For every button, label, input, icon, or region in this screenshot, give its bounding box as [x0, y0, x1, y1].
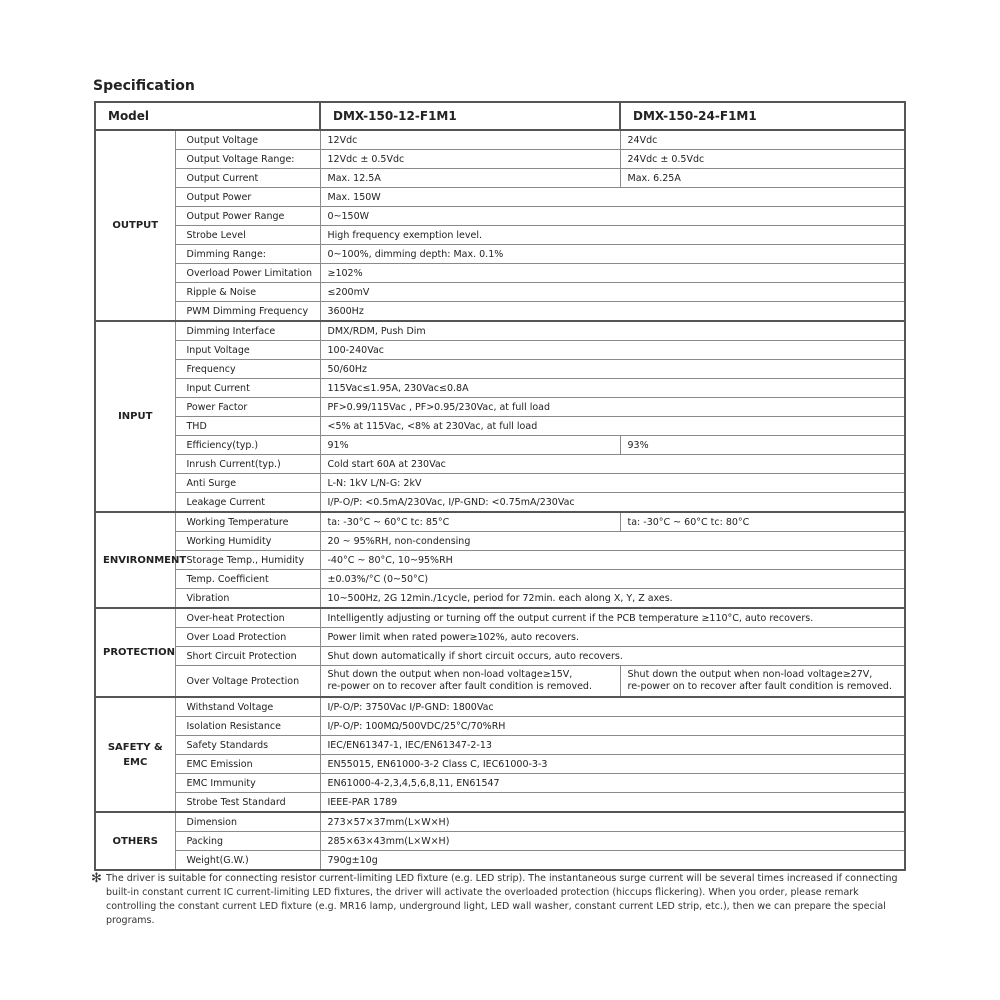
param-cell: Short Circuit Protection — [175, 647, 320, 666]
param-cell: Withstand Voltage — [175, 697, 320, 717]
value-b-cell: Max. 6.25A — [620, 169, 905, 188]
table-row — [95, 360, 905, 379]
table-row — [95, 150, 905, 169]
value-a-cell — [320, 666, 620, 698]
table-row — [95, 493, 905, 513]
value-cell: IEC/EN61347-1, IEC/EN61347-2-13 — [320, 736, 905, 755]
table-row — [95, 793, 905, 813]
table-row — [95, 697, 905, 717]
param-cell: Storage Temp., Humidity — [175, 551, 320, 570]
param-cell: Over Load Protection — [175, 628, 320, 647]
param-cell: Output Power — [175, 188, 320, 207]
value-cell: Intelligently adjusting or turning off the output current if the PCB temperature ≥110°C, auto recovers. — [320, 608, 905, 628]
group-label-output: OUTPUT — [95, 130, 175, 321]
table-row — [95, 736, 905, 755]
param-cell: PWM Dimming Frequency — [175, 302, 320, 322]
table-row — [95, 226, 905, 245]
value-cell: 100-240Vac — [320, 341, 905, 360]
value-cell: 115Vac≤1.95A, 230Vac≤0.8A — [320, 379, 905, 398]
model-a-header: DMX-150-12-F1M1 — [320, 102, 620, 130]
param-cell: Output Power Range — [175, 207, 320, 226]
value-a-cell: 12Vdc ± 0.5Vdc — [320, 150, 620, 169]
value-cell: I/P-O/P: <0.5mA/230Vac, I/P-GND: <0.75mA/230Vac — [320, 493, 905, 513]
table-row — [95, 666, 905, 698]
param-cell: Vibration — [175, 589, 320, 609]
value-line: Shut down the output when non-load voltage≥27V, — [627, 669, 873, 680]
value-cell: <5% at 115Vac, <8% at 230Vac, at full load — [320, 417, 905, 436]
param-cell: Ripple & Noise — [175, 283, 320, 302]
param-cell: Input Voltage — [175, 341, 320, 360]
value-cell: PF>0.99/115Vac , PF>0.95/230Vac, at full load — [320, 398, 905, 417]
table-row — [95, 379, 905, 398]
group-label-protection: PROTECTION — [95, 608, 175, 697]
value-a-cell: Max. 12.5A — [320, 169, 620, 188]
value-a-cell: 12Vdc — [320, 130, 620, 150]
asterisk-icon: ✻ — [91, 871, 102, 886]
footnote — [91, 872, 911, 928]
param-cell: Power Factor — [175, 398, 320, 417]
param-cell: Strobe Test Standard — [175, 793, 320, 813]
table-row — [95, 245, 905, 264]
param-cell: Input Current — [175, 379, 320, 398]
param-cell: Over-heat Protection — [175, 608, 320, 628]
value-cell: ±0.03%/°C (0~50°C) — [320, 570, 905, 589]
param-cell: Output Voltage — [175, 130, 320, 150]
param-cell: Over Voltage Protection — [175, 666, 320, 698]
param-cell: Dimming Interface — [175, 321, 320, 341]
table-row — [95, 755, 905, 774]
param-cell: Strobe Level — [175, 226, 320, 245]
value-cell: -40°C ~ 80°C, 10~95%RH — [320, 551, 905, 570]
value-cell: I/P-O/P: 3750Vac I/P-GND: 1800Vac — [320, 697, 905, 717]
param-cell: Dimming Range: — [175, 245, 320, 264]
param-cell: Output Voltage Range: — [175, 150, 320, 169]
table-row — [95, 532, 905, 551]
footnote-text: The driver is suitable for connecting resistor current-limiting LED fixture (e.g. LED strip). The instantaneous surge current will be several times increased if connecting built-in constant current IC current-limiting LED fixtures, the driver will activate the overloaded protection (hiccups flickering). When you order, please remark controlling the constant current LED fixture (e.g. MR16 lamp, underground light, LED wall washer, constant current LED strip, etc.), then we can prepare the special programs. — [106, 873, 898, 926]
value-cell: 0~100%, dimming depth: Max. 0.1% — [320, 245, 905, 264]
param-cell: Dimension — [175, 812, 320, 832]
param-cell: Efficiency(typ.) — [175, 436, 320, 455]
table-row — [95, 417, 905, 436]
param-cell: Weight(G.W.) — [175, 851, 320, 871]
value-cell: 10~500Hz, 2G 12min./1cycle, period for 72min. each along X, Y, Z axes. — [320, 589, 905, 609]
param-cell: Inrush Current(typ.) — [175, 455, 320, 474]
table-row — [95, 130, 905, 150]
group-label-input: INPUT — [95, 321, 175, 512]
group-label-safety: SAFETY & EMC — [95, 697, 175, 812]
value-cell: EN61000-4-2,3,4,5,6,8,11, EN61547 — [320, 774, 905, 793]
param-cell: Overload Power Limitation — [175, 264, 320, 283]
value-cell: Max. 150W — [320, 188, 905, 207]
param-cell: Anti Surge — [175, 474, 320, 493]
param-cell: Output Current — [175, 169, 320, 188]
param-cell: EMC Emission — [175, 755, 320, 774]
value-line: re-power on to recover after fault condition is removed. — [327, 681, 592, 692]
value-cell: L-N: 1kV L/N-G: 2kV — [320, 474, 905, 493]
group-label-environment: ENVIRONMENT — [95, 512, 175, 608]
value-cell: 285×63×43mm(L×W×H) — [320, 832, 905, 851]
table-row — [95, 321, 905, 341]
spec-table — [94, 101, 906, 871]
table-row — [95, 264, 905, 283]
table-row — [95, 647, 905, 666]
group-label-others: OTHERS — [95, 812, 175, 870]
value-cell: DMX/RDM, Push Dim — [320, 321, 905, 341]
table-row — [95, 851, 905, 871]
value-cell: 790g±10g — [320, 851, 905, 871]
value-cell: 20 ~ 95%RH, non-condensing — [320, 532, 905, 551]
param-cell: Temp. Coefficient — [175, 570, 320, 589]
table-row — [95, 774, 905, 793]
value-b-cell: 24Vdc — [620, 130, 905, 150]
table-row — [95, 512, 905, 532]
value-cell: 273×57×37mm(L×W×H) — [320, 812, 905, 832]
table-row — [95, 832, 905, 851]
value-cell: EN55015, EN61000-3-2 Class C, IEC61000-3-3 — [320, 755, 905, 774]
value-cell: High frequency exemption level. — [320, 226, 905, 245]
value-cell: Shut down automatically if short circuit occurs, auto recovers. — [320, 647, 905, 666]
table-row — [95, 812, 905, 832]
value-cell: Cold start 60A at 230Vac — [320, 455, 905, 474]
table-row — [95, 455, 905, 474]
table-row — [95, 207, 905, 226]
value-b-cell: 93% — [620, 436, 905, 455]
table-row — [95, 188, 905, 207]
value-cell: 3600Hz — [320, 302, 905, 322]
value-b-cell: 24Vdc ± 0.5Vdc — [620, 150, 905, 169]
table-row — [95, 341, 905, 360]
value-cell: I/P-O/P: 100MΩ/500VDC/25°C/70%RH — [320, 717, 905, 736]
param-cell: Packing — [175, 832, 320, 851]
value-cell: Power limit when rated power≥102%, auto recovers. — [320, 628, 905, 647]
table-row — [95, 570, 905, 589]
value-cell: 50/60Hz — [320, 360, 905, 379]
table-row — [95, 608, 905, 628]
table-row — [95, 628, 905, 647]
param-cell: Working Humidity — [175, 532, 320, 551]
param-cell: Working Temperature — [175, 512, 320, 532]
value-cell: ≤200mV — [320, 283, 905, 302]
param-cell: Leakage Current — [175, 493, 320, 513]
table-row — [95, 302, 905, 322]
param-cell: Isolation Resistance — [175, 717, 320, 736]
model-header: Model — [95, 102, 320, 130]
value-cell: 0~150W — [320, 207, 905, 226]
param-cell: Frequency — [175, 360, 320, 379]
value-cell: IEEE-PAR 1789 — [320, 793, 905, 813]
model-b-header: DMX-150-24-F1M1 — [620, 102, 905, 130]
table-row — [95, 474, 905, 493]
param-cell: Safety Standards — [175, 736, 320, 755]
value-cell: ≥102% — [320, 264, 905, 283]
table-row — [95, 169, 905, 188]
table-row — [95, 436, 905, 455]
header-row — [95, 102, 905, 130]
value-b-cell — [620, 666, 905, 698]
value-line: re-power on to recover after fault condition is removed. — [627, 681, 892, 692]
value-a-cell: ta: -30°C ~ 60°C tc: 85°C — [320, 512, 620, 532]
value-a-cell: 91% — [320, 436, 620, 455]
table-row — [95, 398, 905, 417]
value-b-cell: ta: -30°C ~ 60°C tc: 80°C — [620, 512, 905, 532]
value-line: Shut down the output when non-load voltage≥15V, — [327, 669, 573, 680]
page-title: Specification — [93, 78, 195, 94]
table-row — [95, 283, 905, 302]
param-cell: EMC Immunity — [175, 774, 320, 793]
table-row — [95, 589, 905, 609]
table-row — [95, 551, 905, 570]
table-row — [95, 717, 905, 736]
param-cell: THD — [175, 417, 320, 436]
